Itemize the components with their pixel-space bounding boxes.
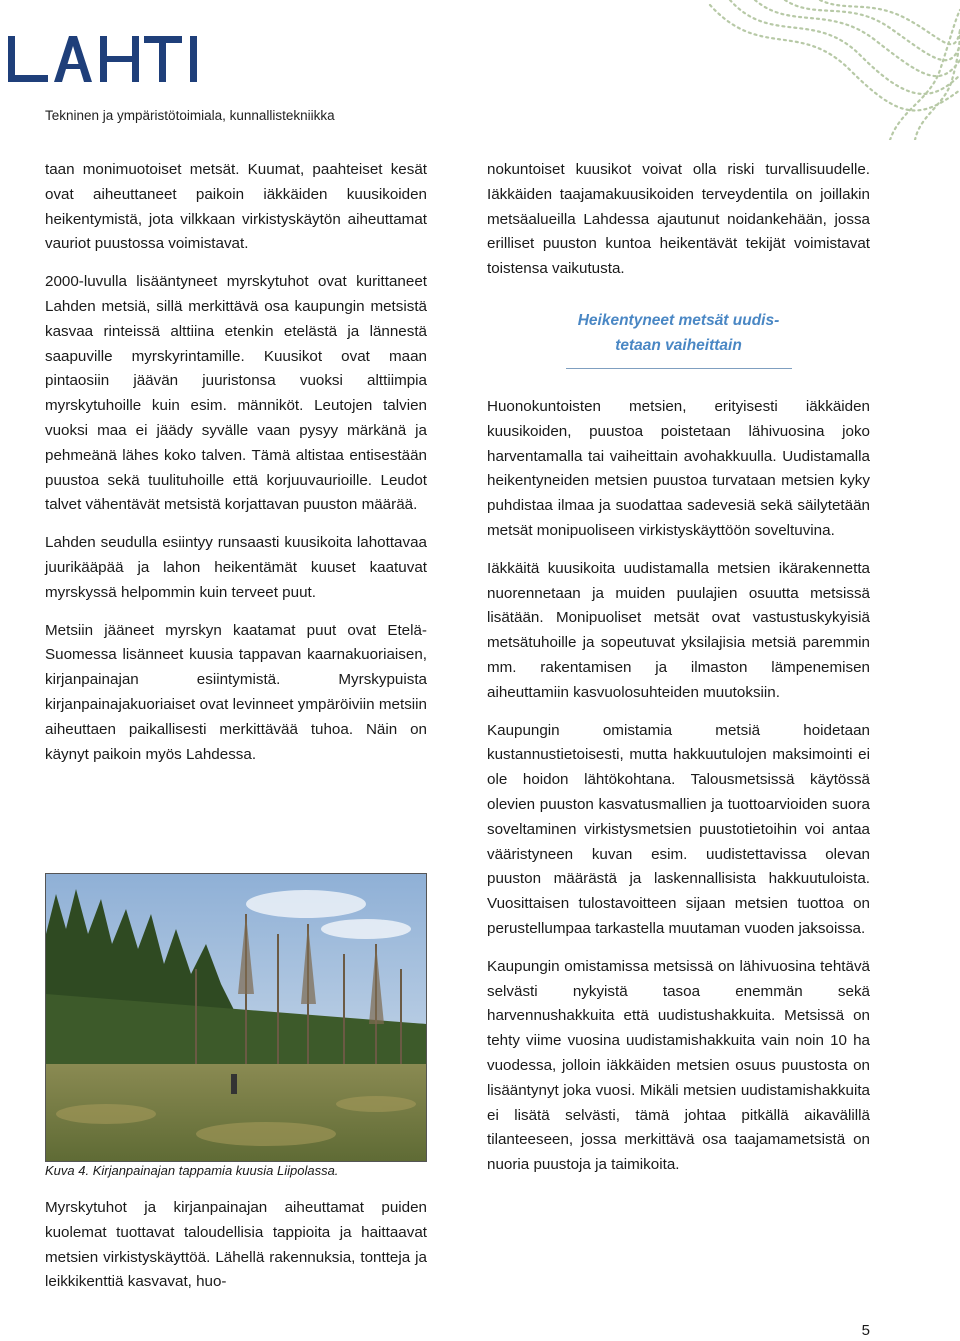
subheading-divider xyxy=(566,368,792,369)
paragraph: Kaupungin omistamia metsiä hoidetaan kustannustietoisesti, mutta hakkuutulojen maksimointi ei ole hoidon lähtökohtana. Talousmetsissä käytössä olevien puuston kasvatusmallien ja tuottoarvioiden suora soveltaminen virkistysmetsien puustotietoihin voi antaa vääristyneen kuvan esim. uudistettavissa olevan puuston määrästä ja laskennallisista hakkuutuloista. Vuosittaisen tulostavoitteen sijaan metsien tuottoa on perustellumpaa tarkastella muutaman vuoden jaksoissa. xyxy=(487,721,870,937)
paragraph: taan monimuotoiset metsät. Kuumat, paahteiset kesät ovat aiheuttaneet paikoin iäkkäiden kuusikoiden heikentymistä, jota vilkkaan virkistyskäytön aiheuttamat vauriot puustossa voimistavat. xyxy=(45,161,427,253)
forest-photo xyxy=(45,873,427,1162)
section-subheading xyxy=(487,308,870,358)
paragraph: Myrskytuhot ja kirjanpainajan aiheuttamat puiden kuolemat tuottavat taloudellisia tappioita ja haittaavat metsien virkistyskäyttöä. Lähellä rakennuksia, tontteja ja leikkikenttiä kasvavat, huo- xyxy=(45,1199,427,1291)
paragraph: Lahden seudulla esiintyy runsaasti kuusikoita lahottavaa juurikääpää ja lahon heikentämät kuuset kaatuvat myrskyssä helpommin kuin terveet puut. xyxy=(45,534,427,601)
figure-caption: Kuva 4. Kirjanpainajan tappamia kuusia Liipolassa. xyxy=(45,1163,339,1178)
paragraph: Kaupungin omistamissa metsissä on lähivuosina tehtävä selvästi nykyistä tasoa enemmän sekä harvennushakkuita että uudistushakkuita. Metsissä on tehty viime vuosina uudistamishakkuita vain noin 10 ha vuodessa, jolloin iäkkäiden metsien osuus puustosta on lisääntynyt joka vuosi. Mikäli metsien uudistamishakkuita ei lisätä selvästi, tämä johtaa pitkällä aikavälillä tilanteeseen, jossa merkittävä osa taajamametsistä on nuoria puustoja ja taimikoita. xyxy=(487,957,870,1174)
subheading-line: Heikentyneet metsät uudis- xyxy=(577,311,780,329)
lahti-logo xyxy=(6,34,202,84)
left-column-bottom xyxy=(45,1196,427,1295)
department-subtitle: Tekninen ja ympäristötoimiala, kunnallistekniikka xyxy=(45,108,335,123)
paragraph: nokuntoiset kuusikot voivat olla riski turvallisuudelle. Iäkkäiden taajamakuusikoiden terveydentila on joillakin metsäalueilla Lahdessa ajautunut noidankehään, jossa erilliset puuston kuntoa heikentävät tekijät voimistavat toistensa vaikutusta. xyxy=(487,161,870,278)
paragraph: Huonokuntoisten metsien, erityisesti iäkkäiden kuusikoiden, puustoa poistetaan lähivuosina joko harventamalla tai vaiheittain avohakkuulla. Uudistamalla heikentyneiden metsien puustoa turvataan metsien kyky puhdistaa ilmaa ja suodattaa sadevesiä sekä säilytetään metsät monipuoliseen virkistyskäyttöön soveltuvina. xyxy=(487,397,870,539)
paragraph: Metsiin jääneet myrskyn kaatamat puut ovat Etelä-Suomessa lisänneet kuusia tappavan kaarnakuoriaisen, kirjanpainajan esiintymistä. Myrskypuista kirjanpainajakuoriaiset ovat levinneet ympäröiviin metsiin aiheuttaen paikallisesti merkittävää tuhoa. Näin on käynyt paikoin myös Lahdessa. xyxy=(45,621,427,763)
page-number: 5 xyxy=(861,1322,870,1339)
decorative-dot-pattern xyxy=(560,0,960,140)
paragraph: Iäkkäitä kuusikoita uudistamalla metsien ikärakennetta nuorennetaan ja muiden puulajien osuutta metsissä lisätään. Monipuoliset metsät ovat vastustuskykyisiä metsätuhoille ja sopeutuvat yksilajisia metsiä paremmin mm. rakentamisen ja ilmaston lämpenemisen aiheuttamiin kasvuolosuhteiden muutoksiin. xyxy=(487,559,870,701)
left-column xyxy=(45,158,427,780)
right-column xyxy=(487,158,870,1191)
paragraph: 2000-luvulla lisääntyneet myrskytuhot ovat kurittaneet Lahden metsiä, sillä merkittävä osa kaupungin metsistä kasvaa rinteissä alttiina etenkin etelästä ja lännestä saapuville myrskyrintamille. Kuusikot ovat maan pintaosiin jäävän juuristonsa vuoksi alttiimpia myrskytuhoille kuin esim. männiköt. Leutojen talvien vuoksi maa ei jäädy syvälle vaan pysyy märkänä ja pehmeänä lähes koko talven. Tämä altistaa entisestään puustoa sekä tuulituhoille että korjuuvaurioille. Leudot talvet vähentävät metsistä korjattavan puuston määrää. xyxy=(45,273,427,514)
subheading-line: tetaan vaiheittain xyxy=(615,336,742,354)
